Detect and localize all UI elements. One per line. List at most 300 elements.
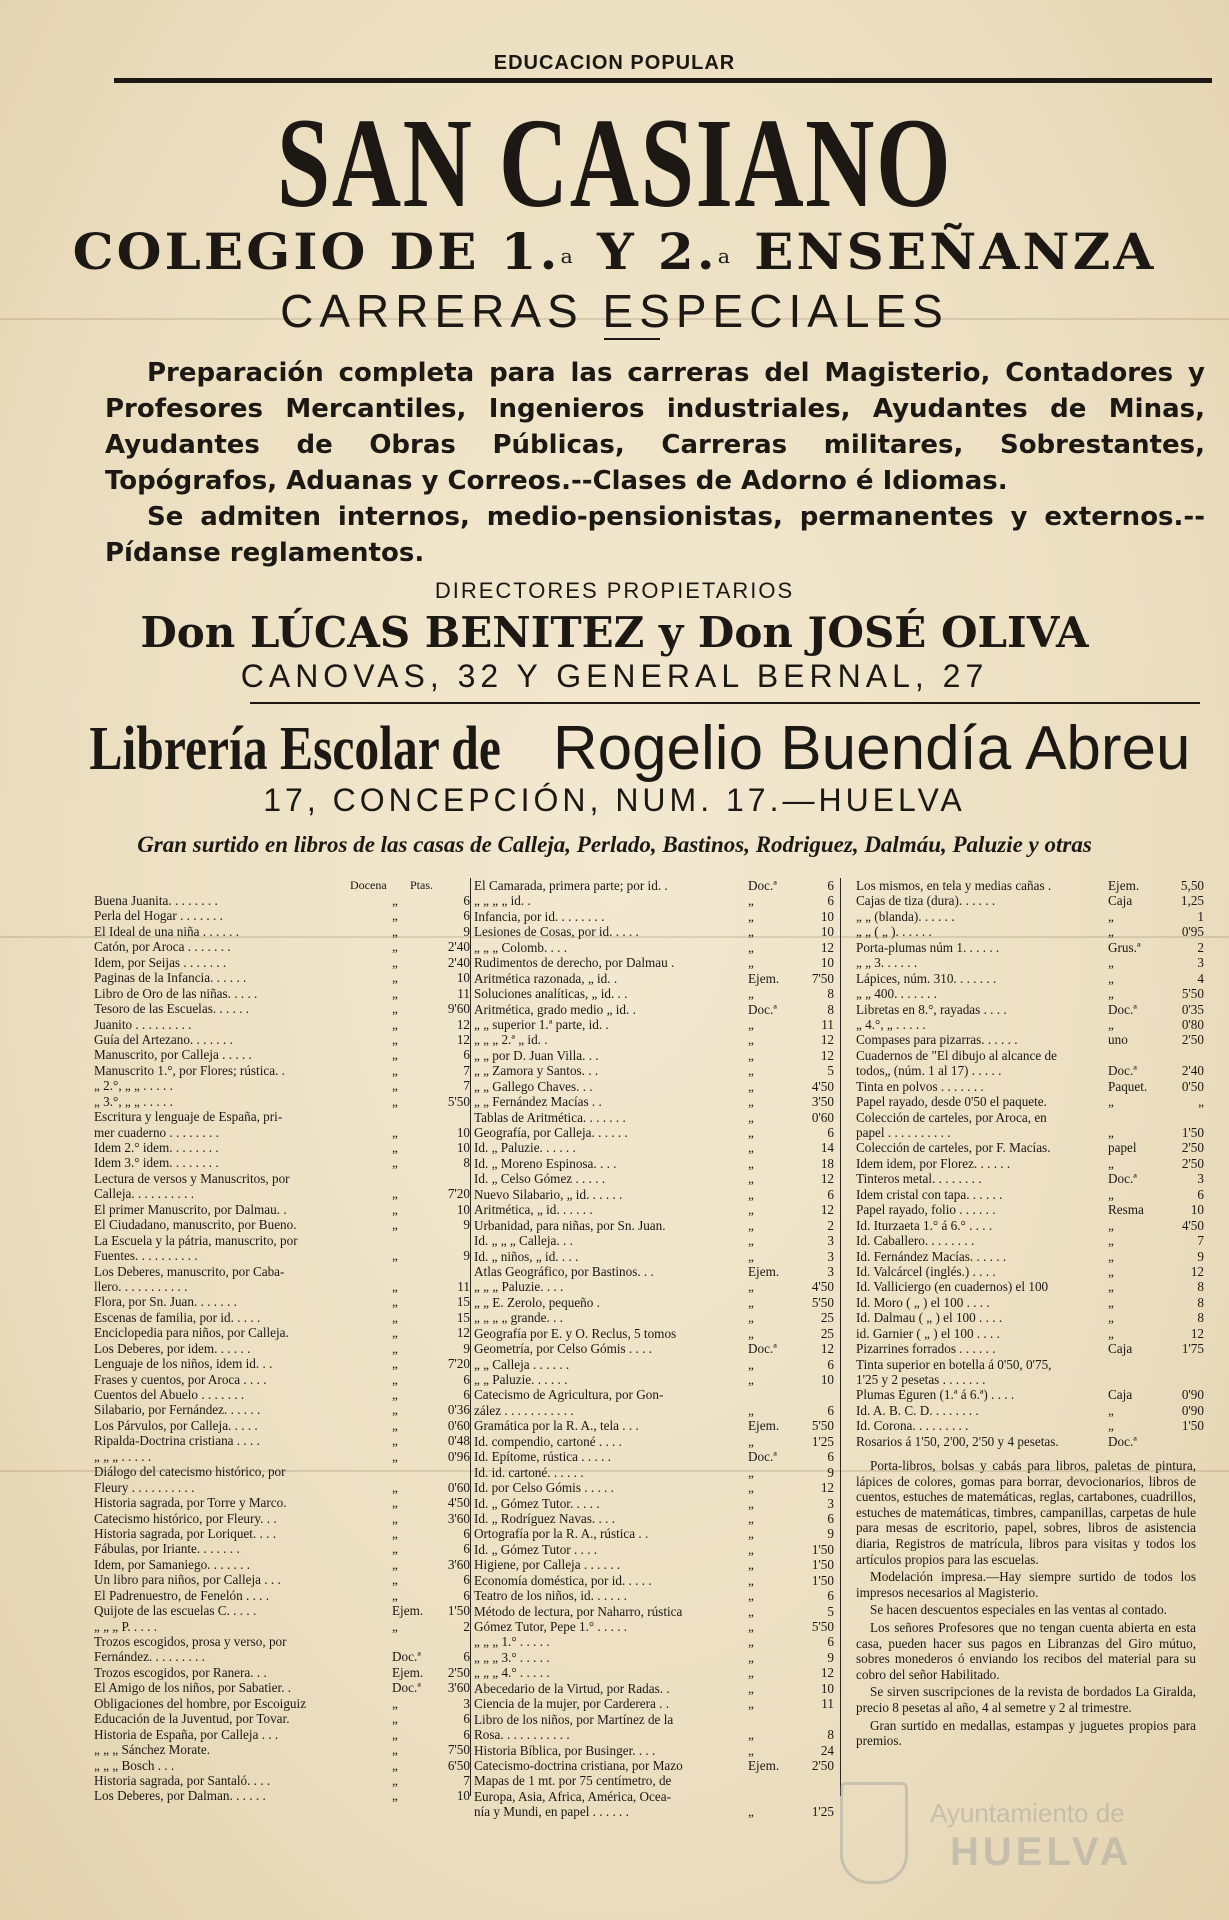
- note-paragraph: Modelación impresa.—Hay siempre surtido de todos los impresos necesarios al Magisterio.: [856, 1569, 1196, 1600]
- item-unit: Doc.ª: [392, 1680, 421, 1696]
- price-row: [94, 1078, 470, 1093]
- item-unit: „: [392, 1726, 398, 1742]
- item-price: 9: [827, 1464, 834, 1480]
- item-title: Plumas Eguren (1.ª á 6.ª) . . . .: [856, 1387, 1015, 1403]
- item-price: 9: [463, 1248, 470, 1264]
- item-price: 3: [463, 1695, 470, 1711]
- item-unit: „: [1108, 1016, 1114, 1032]
- item-price: 2'50: [1181, 1155, 1204, 1171]
- item-title: Los Deberes, manuscrito, por Caba-: [94, 1263, 285, 1279]
- item-unit: „: [748, 1510, 754, 1526]
- price-row: [856, 1434, 1204, 1449]
- price-list-column-1: [94, 878, 470, 1804]
- item-price: 0'60: [811, 1109, 834, 1125]
- price-row: [474, 893, 834, 908]
- item-price: 12: [1190, 1263, 1204, 1279]
- item-title: Gómez Tutor, Pepe 1.° . . . . .: [474, 1619, 628, 1634]
- item-title: Flora, por Sn. Juan. . . . . . .: [94, 1294, 237, 1310]
- item-price: 10: [820, 1372, 834, 1387]
- item-unit: „: [748, 1572, 754, 1588]
- item-title: Libro de los niños, por Martínez de la: [474, 1711, 674, 1727]
- price-row: [474, 1310, 834, 1325]
- section-rule: [250, 702, 1200, 704]
- shield-icon: [840, 1782, 908, 1884]
- price-row: [474, 1326, 834, 1341]
- price-row: [94, 1233, 470, 1248]
- item-title: „ „ „ . . . . .: [94, 1448, 152, 1464]
- item-title: Id. Epítome, rústica . . . . .: [474, 1449, 611, 1465]
- item-price: 0'90: [1181, 1402, 1204, 1418]
- item-title: Id. „ Celso Gómez . . . . .: [474, 1171, 606, 1187]
- item-title: id. Garnier ( „ ) el 100 . . . .: [856, 1325, 1000, 1341]
- item-title: Quijote de las escuelas C. . . . .: [94, 1603, 257, 1619]
- price-rows: [94, 893, 470, 1804]
- item-unit: Ejem.: [748, 1263, 780, 1279]
- item-unit: „: [392, 1556, 398, 1572]
- item-unit: „: [392, 1510, 398, 1526]
- item-price: 6: [827, 1125, 834, 1140]
- item-unit: „: [748, 1047, 754, 1063]
- item-price: 18: [820, 1155, 834, 1171]
- item-unit: „: [748, 1649, 754, 1665]
- price-row: [474, 909, 834, 924]
- price-row: [94, 1773, 470, 1788]
- price-row: [856, 1264, 1204, 1279]
- bookshop-title: Librería Escolar deRogelio Buendía Abreu: [89, 714, 1191, 783]
- item-unit: „: [1108, 1263, 1114, 1279]
- item-unit: „: [392, 1217, 398, 1233]
- item-title: Urbanidad, para niñas, por Sn. Juan.: [474, 1217, 666, 1233]
- item-title: La Escuela y la pátria, manuscrito, por: [94, 1232, 298, 1248]
- item-unit: „: [392, 1201, 398, 1217]
- price-row: [856, 1403, 1204, 1418]
- item-unit: Grus.ª: [1108, 939, 1141, 955]
- item-price: 10: [456, 970, 470, 986]
- price-row: [94, 1125, 470, 1140]
- item-unit: „: [1108, 1279, 1114, 1295]
- price-row: [474, 1434, 834, 1449]
- item-title: Pizarrines forrados . . . . . .: [856, 1341, 996, 1357]
- item-unit: „: [1108, 1233, 1114, 1249]
- item-unit: „: [748, 1078, 754, 1094]
- item-title: Papel rayado, desde 0'50 el paquete.: [856, 1094, 1047, 1110]
- item-unit: „: [392, 954, 398, 970]
- item-unit: „: [392, 1325, 398, 1341]
- price-row: [94, 1418, 470, 1433]
- item-title: Colección de carteles, por F. Macías.: [856, 1140, 1051, 1156]
- price-row: [94, 1449, 470, 1464]
- price-row: [474, 1804, 834, 1819]
- item-price: 10: [456, 1140, 470, 1155]
- item-unit: „: [748, 1541, 754, 1557]
- item-title: Método de lectura, por Naharro, rústica: [474, 1603, 683, 1619]
- item-title: Teatro de los niños, id. . . . . .: [474, 1588, 627, 1604]
- price-row: [94, 1480, 470, 1495]
- item-title: „ „ „ Bosch . . .: [94, 1757, 175, 1773]
- item-unit: Ejem.: [392, 1664, 424, 1680]
- item-price: 3'60: [447, 1556, 470, 1572]
- item-title: Los mismos, en tela y medias cañas .: [856, 878, 1052, 893]
- price-row: [856, 909, 1204, 924]
- price-row: [94, 1264, 470, 1279]
- item-title: „ „ E. Zerolo, pequeño .: [474, 1294, 600, 1310]
- item-title: Nuevo Silabario, „ id. . . . . .: [474, 1186, 623, 1202]
- item-price: 25: [820, 1310, 834, 1326]
- price-row: [474, 1094, 834, 1109]
- price-row: [474, 1681, 834, 1696]
- item-price: 6: [463, 1525, 470, 1541]
- note-paragraph: Gran surtido en medallas, estampas y juguetes propios para premios.: [856, 1717, 1196, 1749]
- item-unit: Doc.ª: [748, 878, 777, 893]
- price-row: [856, 1310, 1204, 1325]
- item-price: 6: [463, 1711, 470, 1727]
- item-unit: „: [392, 1402, 398, 1418]
- item-unit: „: [392, 1248, 398, 1264]
- price-row: [474, 1264, 834, 1279]
- item-unit: „: [392, 1387, 398, 1402]
- item-price: 6: [827, 893, 834, 909]
- item-title: Id. „ „ „ Calleja. . .: [474, 1233, 573, 1249]
- item-title: El Camarada, primera parte; por id. .: [474, 878, 668, 893]
- item-title: Id. Valliciergo (en cuadernos) el 100: [856, 1279, 1049, 1295]
- item-unit: „: [392, 893, 398, 908]
- price-row: [94, 939, 470, 954]
- item-title: Historia sagrada, por Torre y Marco.: [94, 1495, 287, 1511]
- item-unit: „: [748, 1480, 754, 1496]
- archive-watermark: [820, 1780, 1150, 1890]
- item-title: Fernández. . . . . . . . .: [94, 1649, 205, 1665]
- item-title: „ „ Calleja . . . . . .: [474, 1356, 570, 1372]
- item-title: Lectura de versos y Manuscritos, por: [94, 1170, 290, 1186]
- item-unit: „: [392, 970, 398, 986]
- watermark-line-1: Ayuntamiento de: [930, 1798, 1125, 1828]
- price-row: [94, 1217, 470, 1232]
- price-row: [474, 940, 834, 955]
- item-title: Buena Juanita. . . . . . . .: [94, 893, 218, 908]
- item-price: 4: [1197, 970, 1204, 986]
- item-price: 3'60: [447, 1510, 470, 1526]
- note-paragraph: Se sirven suscripciones de la revista de bordados La Giralda, precio 8 pesetas al año, 4 al semetre y 2 al trimestre.: [856, 1684, 1196, 1715]
- price-row: [94, 1511, 470, 1526]
- price-row: [474, 1233, 834, 1248]
- item-unit: Caja: [1108, 1341, 1133, 1357]
- item-price: 5: [827, 1063, 834, 1079]
- price-row: [856, 1156, 1204, 1171]
- item-title: Trozos escogidos, prosa y verso, por: [94, 1634, 287, 1649]
- price-row: [856, 1218, 1204, 1233]
- item-unit: „: [748, 1804, 754, 1820]
- item-title: „ „ „ 4.° . . . . .: [474, 1665, 550, 1681]
- item-price: „: [1198, 1094, 1204, 1110]
- item-price: 11: [457, 1278, 470, 1294]
- price-row: [474, 878, 834, 893]
- item-title: Id. Iturzaeta 1.° á 6.° . . . .: [856, 1217, 993, 1233]
- item-title: „ „ „ 3.° . . . . .: [474, 1649, 550, 1665]
- item-title: Higiene, por Calleja . . . . . .: [474, 1557, 621, 1573]
- item-unit: „: [748, 893, 754, 909]
- price-row: [856, 1125, 1204, 1140]
- item-unit: „: [748, 955, 754, 971]
- item-price: 2: [1197, 939, 1204, 955]
- item-title: Id. id. cartoné. . . . . .: [474, 1464, 584, 1480]
- item-unit: „: [392, 1541, 398, 1557]
- item-title: Escenas de familia, por id. . . . .: [94, 1309, 261, 1325]
- price-row: [94, 1603, 470, 1618]
- item-title: Mapas de 1 mt. por 75 centímetro, de: [474, 1773, 672, 1789]
- price-row: [856, 1295, 1204, 1310]
- item-price: 15: [456, 1309, 470, 1325]
- item-price: 3: [1197, 955, 1204, 971]
- item-title: 1'25 y 2 pesetas . . . . . . .: [856, 1372, 986, 1387]
- price-row: [94, 1402, 470, 1417]
- item-price: 2'50: [447, 1664, 470, 1680]
- price-row: [856, 1140, 1204, 1155]
- item-title: „ 4.°, „ . . . . .: [856, 1016, 926, 1032]
- top-label: EDUCACION POPULAR: [493, 52, 736, 74]
- price-row: [94, 1032, 470, 1047]
- item-unit: „: [392, 1495, 398, 1511]
- price-row: [94, 1788, 470, 1803]
- column-divider: [470, 878, 471, 1796]
- item-unit: „: [748, 1727, 754, 1743]
- item-price: 6: [827, 1634, 834, 1650]
- item-price: 1'75: [1181, 1341, 1204, 1357]
- price-row: [474, 1650, 834, 1665]
- price-row: [856, 1187, 1204, 1202]
- price-row: [94, 1619, 470, 1634]
- item-unit: „: [748, 1063, 754, 1079]
- item-title: llero. . . . . . . . . . .: [94, 1278, 188, 1294]
- price-row: [94, 1063, 470, 1078]
- item-title: Libro de Oro de las niñas. . . . .: [94, 985, 258, 1001]
- item-unit: „: [392, 1309, 398, 1325]
- item-title: Catecismo de Agricultura, por Gon-: [474, 1387, 664, 1403]
- price-row: [94, 1711, 470, 1726]
- item-unit: „: [748, 1094, 754, 1110]
- column-divider: [840, 878, 841, 1796]
- item-price: 11: [821, 1696, 834, 1712]
- item-price: 6: [463, 1371, 470, 1387]
- item-unit: „: [392, 1572, 398, 1588]
- item-price: 6: [463, 1047, 470, 1063]
- item-price: 2'40: [1181, 1063, 1204, 1079]
- item-unit: „: [392, 1124, 398, 1140]
- price-row: [474, 1573, 834, 1588]
- item-unit: „: [748, 1464, 754, 1480]
- price-row: [474, 1743, 834, 1758]
- price-row: [94, 1526, 470, 1541]
- item-price: 3: [827, 1248, 834, 1264]
- price-row: [856, 878, 1204, 893]
- item-title: Obligaciones del hombre, por Escoiguiz: [94, 1695, 307, 1711]
- item-title: Perla del Hogar . . . . . . .: [94, 908, 223, 924]
- item-title: Geografía por E. y O. Reclus, 5 tomos: [474, 1325, 677, 1341]
- price-row: [474, 1604, 834, 1619]
- item-unit: „: [748, 924, 754, 940]
- item-title: Silabario, por Fernández. . . . . .: [94, 1402, 261, 1418]
- item-unit: Ejem.: [748, 970, 780, 986]
- price-row: [474, 1079, 834, 1094]
- item-price: 0'35: [1181, 1001, 1204, 1017]
- item-title: Idem 2.° idem. . . . . . . .: [94, 1140, 219, 1155]
- item-title: Geometría, por Celso Gómis . . . .: [474, 1341, 653, 1357]
- item-title: Aritmética, grado medio „ id. .: [474, 1001, 636, 1017]
- price-row: [474, 1125, 834, 1140]
- item-price: 24: [820, 1742, 834, 1758]
- item-price: 8: [1197, 1294, 1204, 1310]
- item-unit: „: [392, 1788, 398, 1804]
- item-title: Los Párvulos, por Calleja. . . . .: [94, 1417, 258, 1433]
- item-price: 5: [827, 1603, 834, 1619]
- item-title: Id. Corona. . . . . . . . .: [856, 1418, 969, 1434]
- item-price: 0'80: [1181, 1016, 1204, 1032]
- price-row: [474, 1403, 834, 1418]
- item-price: 0'48: [447, 1433, 470, 1449]
- price-row: [856, 893, 1204, 908]
- item-unit: Doc.ª: [1108, 1433, 1137, 1449]
- item-price: 6: [827, 1356, 834, 1372]
- item-unit: „: [1108, 1294, 1114, 1310]
- item-price: 9'60: [447, 1001, 470, 1017]
- item-price: 10: [820, 1680, 834, 1696]
- price-row: [474, 1218, 834, 1233]
- item-unit: „: [392, 1294, 398, 1310]
- item-unit: „: [1108, 1217, 1114, 1233]
- item-unit: Resma: [1108, 1202, 1144, 1218]
- item-unit: „: [748, 986, 754, 1002]
- item-price: 6'50: [447, 1757, 470, 1773]
- item-unit: „: [1108, 1155, 1114, 1171]
- item-title: Idem 3.° idem. . . . . . . .: [94, 1155, 219, 1171]
- item-price: 2: [827, 1217, 834, 1233]
- item-title: „ „ „ Colomb. . . .: [474, 939, 568, 955]
- item-title: El primer Manuscrito, por Dalmau. .: [94, 1201, 287, 1217]
- price-row: [474, 924, 834, 939]
- item-title: Economía doméstica, por id. . . . .: [474, 1572, 652, 1588]
- price-row: [474, 1063, 834, 1078]
- item-price: 12: [1190, 1325, 1204, 1341]
- item-title: „ 3.°, „ „ . . . . .: [94, 1093, 173, 1109]
- item-price: 1'50: [811, 1572, 834, 1588]
- item-unit: Doc.ª: [1108, 1063, 1137, 1079]
- item-unit: „: [748, 1603, 754, 1619]
- price-row: [94, 1171, 470, 1186]
- item-title: Catecismo-doctrina cristiana, por Mazo: [474, 1757, 683, 1773]
- item-title: Manuscrito, por Calleja . . . . .: [94, 1047, 252, 1063]
- item-price: 9: [1197, 1248, 1204, 1264]
- item-unit: „: [392, 1525, 398, 1541]
- item-price: 5'50: [811, 1619, 834, 1634]
- item-price: 0'50: [1181, 1078, 1204, 1094]
- item-unit: „: [748, 1233, 754, 1249]
- item-unit: „: [392, 939, 398, 955]
- item-unit: „: [1108, 970, 1114, 986]
- note-paragraph: Porta-libros, bolsas y cabás para libros, paletas de pintura, lápices de colores, gomas para borrar, devocionarios, libros de cuentos, estuches de matemáticas, reglas, cartabones, cuadrillos, estuches de matemáticas, timbres, campanillas, carpetas de hule para mesas de escritorio, papel, sobres, libros de asistencia diaria, Registros de matrícula, libros para visitas y todos los artículos propios para las escuelas.: [856, 1458, 1196, 1567]
- item-unit: „: [1108, 924, 1114, 940]
- item-unit: „: [392, 1016, 398, 1032]
- item-unit: „: [392, 923, 398, 939]
- item-unit: „: [748, 1125, 754, 1140]
- item-unit: „: [392, 1047, 398, 1063]
- item-price: 14: [820, 1140, 834, 1156]
- price-row: [94, 1727, 470, 1742]
- item-unit: „: [748, 1310, 754, 1326]
- item-title: nía y Mundi, en papel . . . . . .: [474, 1804, 629, 1820]
- item-title: Catón, por Aroca . . . . . . .: [94, 939, 231, 955]
- item-price: 2'40: [447, 939, 470, 955]
- preparation-paragraph: Preparación completa para las carreras del Magisterio, Contadores y Profesores Mercantiles, Ingenieros industriales, Ayudantes de Minas, Ayudantes de Obras Públicas, Carreras militares, Sobrestantes, Topógrafos, Aduanas y Correos.--Clases de Adorno é Idiomas.: [105, 358, 1205, 496]
- item-title: Enciclopedia para niños, por Calleja.: [94, 1325, 289, 1341]
- price-row: [94, 1541, 470, 1556]
- bookshop-tagline: Gran surtido en libros de las casas de Calleja, Perlado, Bastinos, Rodriguez, Dalmáu, Paluzie y otras: [137, 832, 1092, 857]
- item-price: 10: [456, 1788, 470, 1804]
- item-unit: „: [1108, 1186, 1114, 1202]
- item-unit: „: [392, 1078, 398, 1094]
- item-unit: „: [748, 939, 754, 955]
- price-row: [856, 1418, 1204, 1433]
- item-title: „ „ „ P. . . . .: [94, 1618, 157, 1634]
- item-title: Idem, por Samaniego. . . . . . .: [94, 1556, 251, 1572]
- item-title: Libretas en 8.°, rayadas . . . .: [856, 1001, 1007, 1017]
- item-price: 1'50: [1181, 1418, 1204, 1434]
- item-unit: „: [748, 1202, 754, 1218]
- item-price: 6: [463, 1572, 470, 1588]
- price-row: [474, 1387, 834, 1402]
- item-price: 5'50: [811, 1418, 834, 1434]
- price-row: [474, 1372, 834, 1387]
- item-title: „ „ „ Sánchez Morate.: [94, 1742, 211, 1758]
- item-price: 7: [463, 1772, 470, 1788]
- item-unit: Ejem.: [392, 1603, 424, 1619]
- item-unit: Ejem.: [1108, 878, 1140, 893]
- item-title: Los Deberes, por Dalman. . . . . .: [94, 1788, 266, 1804]
- item-price: 3: [827, 1263, 834, 1279]
- price-row: [856, 1233, 1204, 1248]
- price-row: [856, 1341, 1204, 1356]
- item-title: Calleja. . . . . . . . . .: [94, 1186, 194, 1202]
- item-price: 6: [827, 1402, 834, 1418]
- item-price: 10: [456, 1201, 470, 1217]
- price-row: [94, 908, 470, 923]
- item-price: 6: [463, 893, 470, 908]
- item-unit: Ejem.: [748, 1757, 780, 1773]
- price-row: [474, 1187, 834, 1202]
- price-list-column-3: [856, 878, 1204, 1449]
- price-row: [474, 1249, 834, 1264]
- item-unit: papel: [1108, 1140, 1137, 1156]
- item-price: 4'50: [811, 1279, 834, 1295]
- price-row: [474, 1526, 834, 1541]
- item-title: „ „ Paluzie. . . . . .: [474, 1372, 568, 1387]
- item-price: 1'50: [811, 1541, 834, 1557]
- item-unit: „: [748, 1294, 754, 1310]
- price-row: [94, 1696, 470, 1711]
- item-price: 12: [820, 939, 834, 955]
- item-unit: „: [392, 1711, 398, 1727]
- price-row: [474, 1789, 834, 1804]
- item-price: 1'25: [811, 1804, 834, 1820]
- item-title: El Amigo de los niños, por Sabatier. .: [94, 1680, 292, 1696]
- price-row: [474, 1480, 834, 1495]
- item-title: „ „ superior 1.ª parte, id. .: [474, 1016, 609, 1032]
- price-row: [94, 1047, 470, 1062]
- item-unit: „: [392, 908, 398, 924]
- item-title: Geografía, por Calleja. . . . . .: [474, 1125, 628, 1140]
- item-title: „ „ ( „ ). . . . . .: [856, 924, 932, 940]
- item-title: Infancia, por id. . . . . . . .: [474, 908, 605, 924]
- item-unit: Caja: [1108, 1387, 1133, 1403]
- item-title: Trozos escogidos, por Ranera. . .: [94, 1664, 267, 1680]
